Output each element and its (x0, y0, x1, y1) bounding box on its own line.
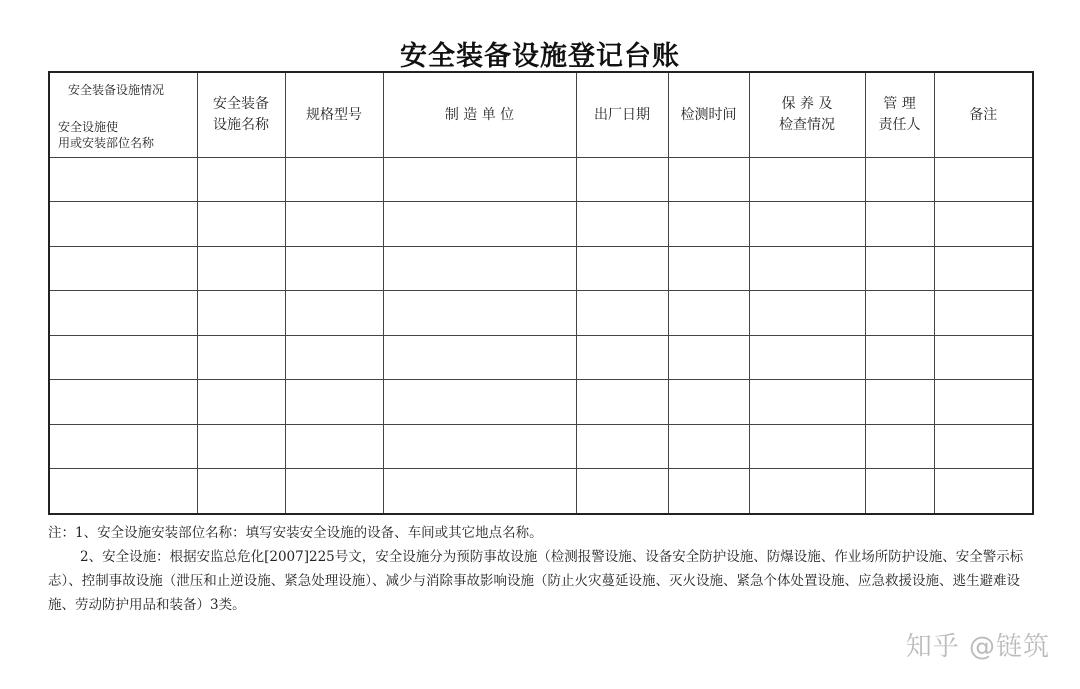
table-cell[interactable] (49, 246, 197, 290)
page-title: 安全装备设施登记台账 (400, 41, 680, 72)
table-cell[interactable] (197, 158, 285, 202)
table-cell[interactable] (285, 202, 383, 246)
table-cell[interactable] (197, 202, 285, 246)
table-row (49, 424, 1033, 468)
header-manufacturer: 制 造 单 位 (383, 72, 576, 158)
corner-top-label: 安全装备设施情况 (68, 83, 165, 97)
footnote-2: 2、安全设施：根据安监总危化[2007]225号文，安全设施分为预防事故设施（检测报警设施、设备安全防护设施、防爆设施、作业场所防护设施、安全警示标志）、控制事故设施（泄压和止逆设施、紧急处理设施）、减少与消除事故影响设施（防止火灾蔓延设施、灭火设施、紧急个体处置设施、应急救援设施、逃生避难设施、劳动防护用品和装备）3类。 (48, 549, 1024, 613)
table-cell[interactable] (197, 468, 285, 514)
table-cell[interactable] (285, 158, 383, 202)
table-cell[interactable] (865, 158, 934, 202)
table-row (49, 291, 1033, 335)
table-cell[interactable] (49, 202, 197, 246)
table-cell[interactable] (934, 291, 1033, 335)
table-cell[interactable] (197, 335, 285, 379)
table-cell[interactable] (576, 202, 668, 246)
table-cell[interactable] (865, 246, 934, 290)
table-row (49, 468, 1033, 514)
table-cell[interactable] (668, 158, 749, 202)
table-cell[interactable] (668, 335, 749, 379)
table-cell[interactable] (749, 424, 865, 468)
header-remarks: 备注 (934, 72, 1033, 158)
table-cell[interactable] (197, 246, 285, 290)
table-cell[interactable] (749, 335, 865, 379)
table-cell[interactable] (865, 291, 934, 335)
footnote-1: 注：1、安全设施安装部位名称：填写安装安全设施的设备、车间或其它地点名称。 (48, 525, 543, 541)
table-cell[interactable] (383, 468, 576, 514)
table-cell[interactable] (383, 202, 576, 246)
table-row (49, 202, 1033, 246)
table-cell[interactable] (197, 380, 285, 424)
table-cell[interactable] (383, 335, 576, 379)
table-cell[interactable] (576, 468, 668, 514)
table-cell[interactable] (749, 158, 865, 202)
table-cell[interactable] (285, 335, 383, 379)
table-cell[interactable] (934, 246, 1033, 290)
table-cell[interactable] (576, 335, 668, 379)
table-cell[interactable] (865, 424, 934, 468)
table-cell[interactable] (668, 291, 749, 335)
table-cell[interactable] (49, 380, 197, 424)
table-cell[interactable] (865, 335, 934, 379)
header-production-date: 出厂日期 (576, 72, 668, 158)
table-cell[interactable] (49, 468, 197, 514)
table-cell[interactable] (49, 335, 197, 379)
table-row (49, 246, 1033, 290)
table-cell[interactable] (49, 291, 197, 335)
table-cell[interactable] (934, 202, 1033, 246)
table-cell[interactable] (934, 468, 1033, 514)
ledger-body (49, 158, 1033, 515)
table-cell[interactable] (285, 246, 383, 290)
table-cell[interactable] (749, 202, 865, 246)
table-cell[interactable] (749, 291, 865, 335)
table-cell[interactable] (934, 380, 1033, 424)
header-model: 规格型号 (285, 72, 383, 158)
table-cell[interactable] (865, 468, 934, 514)
table-row (49, 158, 1033, 202)
table-cell[interactable] (749, 468, 865, 514)
table-cell[interactable] (383, 158, 576, 202)
table-cell[interactable] (49, 424, 197, 468)
table-cell[interactable] (576, 246, 668, 290)
header-facility-name: 安全装备 设施名称 (197, 72, 285, 158)
header-inspection-time: 检测时间 (668, 72, 749, 158)
table-cell[interactable] (934, 158, 1033, 202)
table-cell[interactable] (383, 291, 576, 335)
table-cell[interactable] (749, 246, 865, 290)
table-cell[interactable] (49, 158, 197, 202)
header-row (49, 72, 1033, 158)
table-cell[interactable] (865, 380, 934, 424)
table-cell[interactable] (285, 291, 383, 335)
table-cell[interactable] (383, 424, 576, 468)
table-cell[interactable] (576, 158, 668, 202)
table-cell[interactable] (668, 424, 749, 468)
ledger-table (48, 71, 1034, 515)
corner-bottom-label: 安全设施使 用或安装部位名称 (58, 120, 155, 150)
table-cell[interactable] (285, 424, 383, 468)
table-cell[interactable] (285, 380, 383, 424)
watermark: 知乎 @链筑 (905, 632, 1050, 662)
table-cell[interactable] (576, 291, 668, 335)
table-cell[interactable] (576, 380, 668, 424)
table-cell[interactable] (668, 202, 749, 246)
table-cell[interactable] (668, 380, 749, 424)
table-row (49, 380, 1033, 424)
table-cell[interactable] (934, 424, 1033, 468)
header-responsible-person: 管 理 责任人 (865, 72, 934, 158)
table-cell[interactable] (668, 246, 749, 290)
table-cell[interactable] (285, 468, 383, 514)
table-cell[interactable] (383, 246, 576, 290)
table-cell[interactable] (383, 380, 576, 424)
table-cell[interactable] (197, 424, 285, 468)
table-cell[interactable] (865, 202, 934, 246)
corner-header-cell (49, 72, 197, 158)
table-cell[interactable] (668, 468, 749, 514)
table-cell[interactable] (934, 335, 1033, 379)
header-maintenance: 保 养 及 检查情况 (749, 72, 865, 158)
table-cell[interactable] (197, 291, 285, 335)
table-row (49, 335, 1033, 379)
table-cell[interactable] (576, 424, 668, 468)
table-cell[interactable] (749, 380, 865, 424)
footnotes (48, 521, 1038, 617)
